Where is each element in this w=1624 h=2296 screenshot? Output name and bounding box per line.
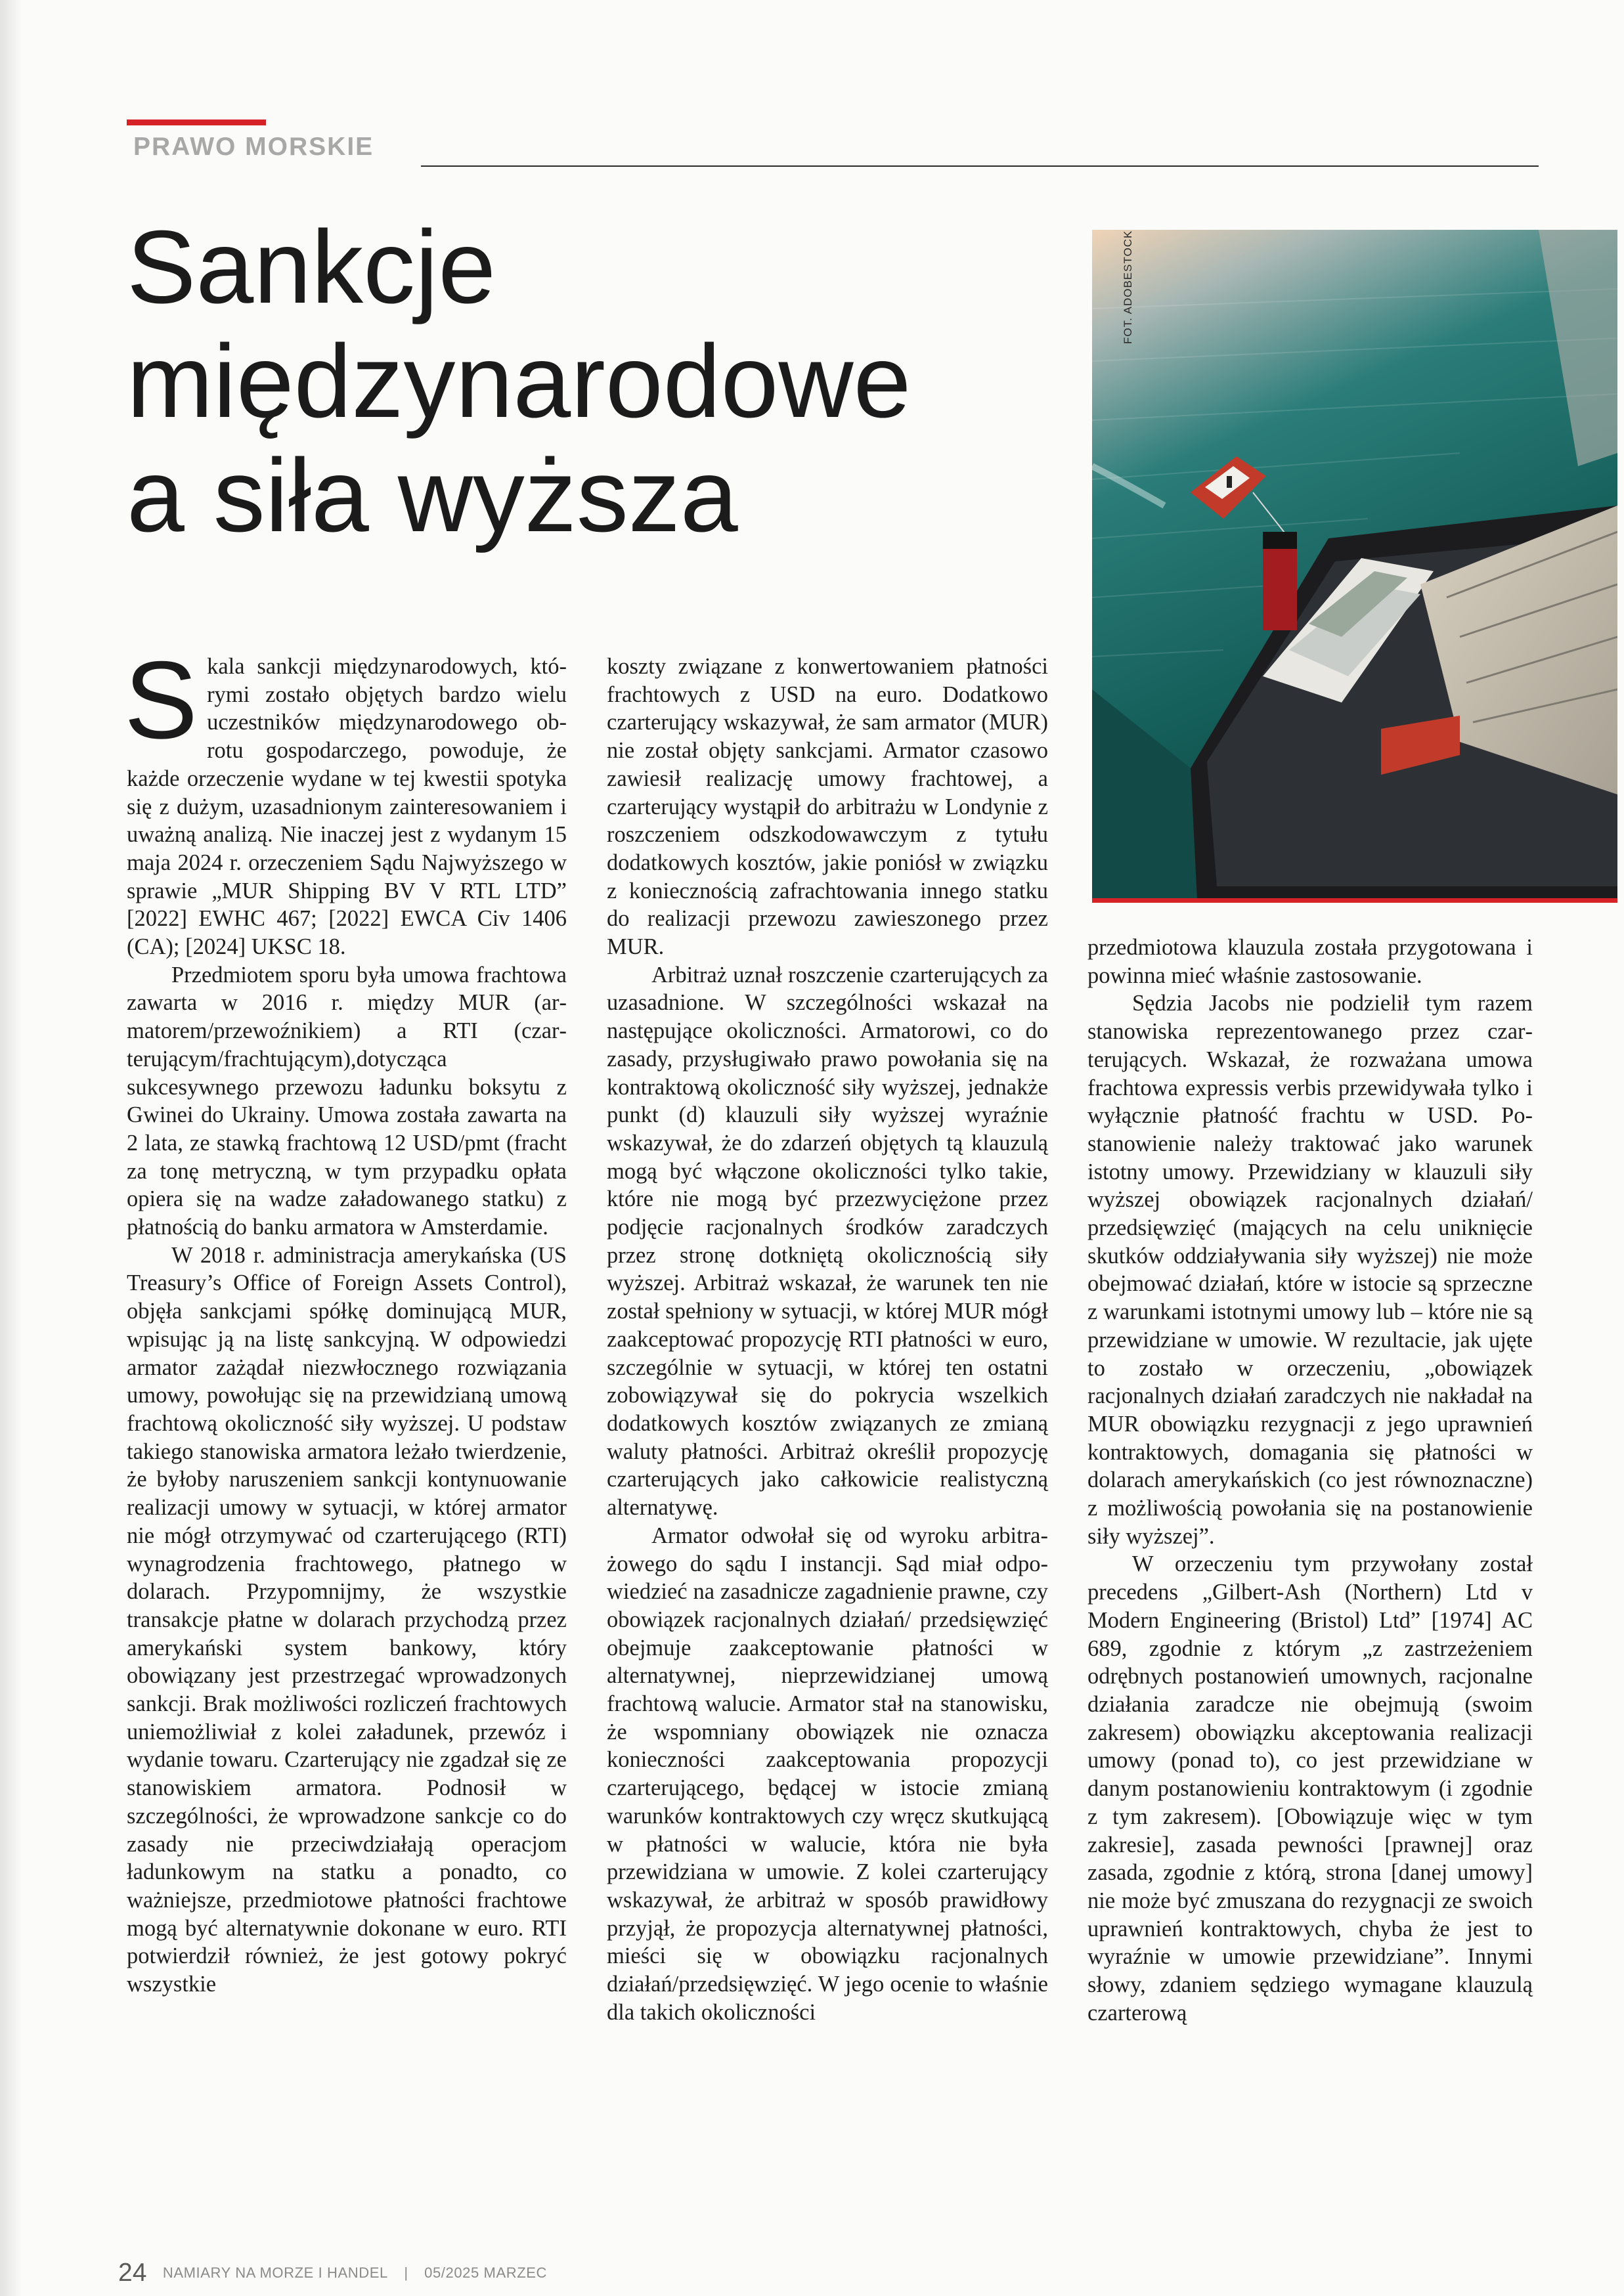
paragraph: Przedmiotem sporu była umowa frachtowa zawarta w 2016 r. między MUR (armatorem/przewoźnikiem) a RTI (czarterującym/frachtującym),dotycząca sukcesywnego przewozu ładunku boksytu z Gwinei do Ukrainy. Umowa została zawarta na 2 lata, ze stawką frachtową 12 USD/pmt (fracht za tonę metryczną, w tym przypadku opłata opiera się na wadze załadowanego statku) z płatnością do banku armatora w Amsterdamie. bbox=[127, 962, 567, 1240]
article-column-2 bbox=[607, 653, 1048, 2026]
section-accent-bar bbox=[127, 119, 266, 125]
section-rule bbox=[421, 165, 1539, 167]
page-footer bbox=[118, 2259, 547, 2287]
photo-credit: FOT. ADOBESTOCK bbox=[1122, 230, 1134, 344]
paragraph: Armator odwołał się od wyroku arbitrażowego do sądu I instancji. Sąd miał odpowiedzieć na zasadnicze zagadnienie prawne, czy obowiązek racjonalnych działań/ przedsięwzięć obejmuje zaakceptowanie płatności w alternatywnej, nieprzewidzianej umową frachtową walucie. Armator stał na stanowisku, że wspomniany obowiązek nie oznacza konieczności zaakceptowania propozycji czarterującego, będącej w istocie zmianą warunków kontraktowych czy wręcz skutkującą w płatności w walucie, która nie była przewidziana w umowie. Z kolei czarterujący wskazywał, że arbitraż w sposób prawidłowy przyjął, że propozycja alternatywnej płatności, mieści się w obowiązku racjonalnych działań/przedsięwzięć. W jego ocenie to właśnie dla takich okoliczności bbox=[607, 1523, 1048, 2025]
page-gutter-shadow bbox=[0, 0, 22, 2296]
paragraph: koszty związane z konwertowaniem płatności frachtowych z USD na euro. Dodatkowo czarterujący wskazywał, że sam armator (MUR) nie został objęty sankcjami. Armator czasowo zawiesił realizację umowy frachtowej, a czarterujący wystąpił do arbitrażu w Londynie z roszczeniem odszkodowawczym z tytułu dodatkowych kosztów, jakie poniósł w związku z koniecznością zafrachtowania innego statku do realizacji przewozu zawieszonego przez MUR. bbox=[607, 654, 1048, 960]
paragraph: przedmiotowa klauzula została przygotowana i powinna mieć właśnie zastosowanie. bbox=[1087, 935, 1533, 988]
publication-name: NAMIARY NA MORZE I HANDEL bbox=[162, 2264, 388, 2281]
drop-cap: S bbox=[124, 638, 198, 762]
ship-aerial-photo bbox=[1092, 230, 1617, 901]
paragraph: W orzeczeniu tym przywołany został precedens „Gilbert-Ash (Northern) Ltd v Modern Engineering (Bristol) Ltd” [1974] AC 689, zgodnie z którym „z zastrzeżeniem odrębnych postanowień umownych, racjonalne działania zaradcze nie obejmują (swoim zakresem) obowiązku akceptowania realizacji umowy (ponad to), co jest przewidziane w danym postanowieniu kontraktowym (i zgodnie z tym zakresem). [Obowiązuje więc w tym zakresie], zasada pewności [prawnej] oraz zasada, zgodnie z którą, strona [danej umowy] nie może być zmuszana do rezygnacji ze swoich uprawnień kontraktowych, chyba że jest to wyraźnie w umowie przewidziane”. Innymi słowy, zdaniem sędziego wymagane klauzulą czarterową bbox=[1087, 1551, 1533, 2025]
paragraph bbox=[124, 638, 567, 961]
headline-line-1: Sankcje bbox=[127, 209, 496, 325]
article-column-1 bbox=[124, 638, 567, 1999]
article-photo bbox=[1092, 230, 1617, 901]
paragraph-text: kala sankcji międzynarodowych, którymi zostało objętych bardzo wielu uczestników międzynarodowego obrotu gospodarczego, powoduje, że każde orzeczenie wydane w tej kwestii spotyka się z dużym, uzasadnionym zainteresowaniem i uważną analizą. Nie inaczej jest z wydanym 15 maja 2024 r. orzeczeniem Sądu Najwyższego w sprawie „MUR Shipping BV V RTL LTD” [2022] EWHC 467; [2022] EWCA Civ 1406 (CA); [2024] UKSC 18. bbox=[127, 654, 567, 960]
photo-accent-rule bbox=[1092, 898, 1617, 903]
article-column-3 bbox=[1087, 934, 1533, 2027]
paragraph: Sędzia Jacobs nie podzielił tym razem stanowiska reprezentowanego przez czarterujących. Wskazał, że rozważana umowa frachtowa expressis verbis przewidywała tylko i wyłącznie płatność frachtu w USD. Postanowienie należy traktować jako warunek istotny umowy. Przewidziany w klauzuli siły wyższej obowiązek racjonalnych działań/ przedsięwzięć (mających na celu uniknięcie skutków oddziaływania siły wyższej) nie może obejmować działań, które w istocie są sprzeczne z warunkami istotnymi umowy lub – które nie są przewidziane w umowie. W rezultacie, jak ujęte to zostało w orzeczeniu, „obowiązek racjonalnych działań zaradczych nie nakładał na MUR obowiązku rezygnacji z jego uprawnień kontraktowych, domagania się płatności w dolarach amerykańskich (co jest równoznaczne) z możliwością powołania się na postanowienie siły wyższej”. bbox=[1087, 991, 1533, 1549]
headline-line-2: międzynarodowe bbox=[127, 324, 911, 439]
article-headline bbox=[127, 210, 1046, 553]
section-header bbox=[127, 119, 1539, 165]
footer-separator: | bbox=[404, 2264, 408, 2281]
paragraph: Arbitraż uznał roszczenie czarterujących za uzasadnione. W szczególności wskazał na następujące okoliczności. Armatorowi, co do zasady, przysługiwało prawo powołania się na kontraktową okoliczność siły wyższej, jednakże punkt (d) klauzuli siły wyższej wyraźnie wskazywał, że do zdarzeń objętych tą klauzulą mogą być włączone okoliczności tylko takie, które nie mogą być przezwyciężone przez podjęcie racjonalnych środków zaradczych przez stronę dotkniętą okolicznością siły wyższej. Arbitraż wskazał, że warunek ten nie został spełniony w sytuacji, w której MUR mógł zaakceptować propozycję RTI płatności w euro, szczególnie w sytuacji, w której ten ostatni zobowiązywał się do pokrycia wszelkich dodatkowych kosztów związanych ze zmianą waluty płatności. Arbitraż określił propozycję czarterujących jako całkowicie realistyczną alternatywę. bbox=[607, 962, 1048, 1521]
paragraph: W 2018 r. administracja amerykańska (US Treasury’s Office of Foreign Assets Control), objęła sankcjami spółkę dominującą MUR, wpisując ją na listę sankcyjną. W odpowiedzi armator zażądał niezwłocznego rozwiązania umowy, powołując się na przewidzianą umową frachtową okoliczność siły wyższej. U podstaw takiego stanowiska armatora leżało twierdzenie, że byłoby naruszeniem sankcji kontynuowanie realizacji umowy w sytuacji, w której armator nie mógł otrzymywać od czarterującego (RTI) wynagrodzenia frachtowego, płatnego w dolarach. Przypomnijmy, że wszystkie transakcje płatne w dolarach przychodzą przez amerykański system bankowy, który obowiązany jest przestrzegać wprowadzonych sankcji. Brak możliwości rozliczeń frachtowych uniemożliwiał z kolei załadunek, przewóz i wydanie towaru. Czarterujący nie zgadzał się ze stanowiskiem armatora. Podnosił w szczególności, że wprowadzone sankcje co do zasady nie przeciwdziałają operacjom ładunkowym na statku a ponadto, co ważniejsze, przedmiotowe płatności frachtowe mogą być alternatywnie dokonane w euro. RTI potwierdził również, że jest gotowy pokryć wszystkie bbox=[127, 1242, 567, 1997]
headline-line-3: a siła wyższa bbox=[127, 438, 738, 553]
issue-date: 05/2025 MARZEC bbox=[424, 2264, 548, 2281]
section-label: PRAWO MORSKIE bbox=[133, 133, 374, 161]
page-number: 24 bbox=[118, 2259, 147, 2287]
